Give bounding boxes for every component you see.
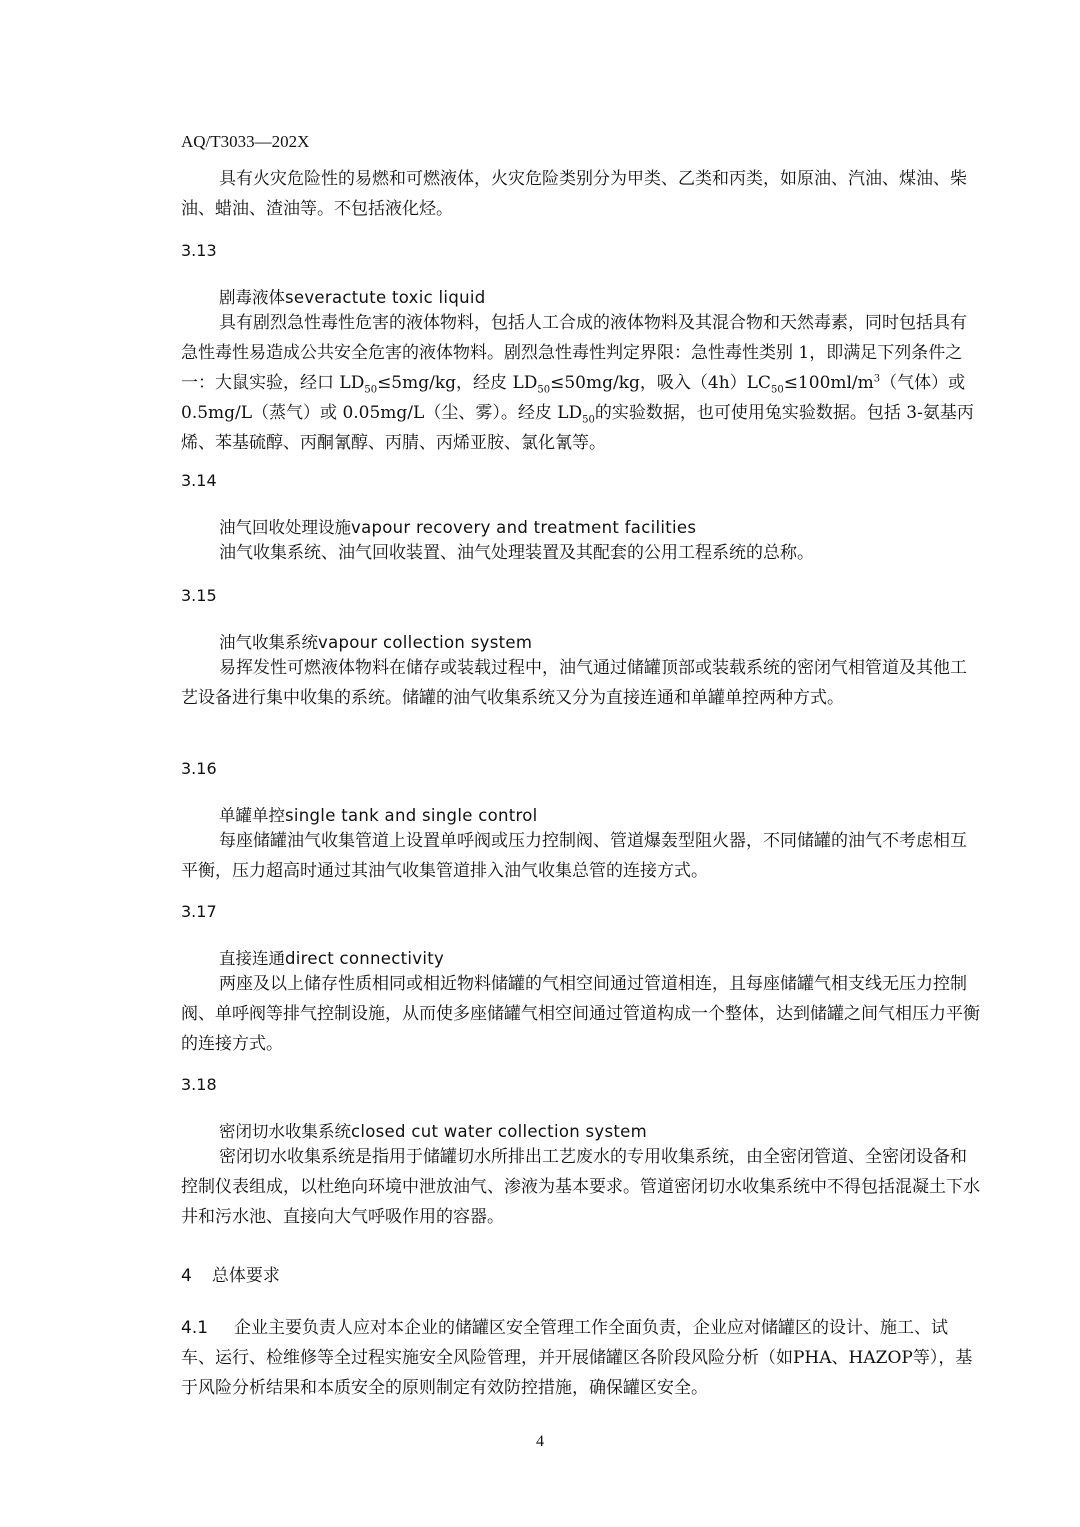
term-cn: 剧毒液体 xyxy=(219,288,285,307)
clause-4-1 xyxy=(181,1313,981,1403)
term-cn: 油气收集系统 xyxy=(219,633,318,652)
definition-3-16: 每座储罐油气收集管道上设置单呼阀或压力控制阀、管道爆轰型阻火器，不同储罐的油气不考虑相互平衡，压力超高时通过其油气收集管道排入油气收集总管的连接方式。 xyxy=(181,831,967,881)
clause-number-3-15: 3.15 xyxy=(181,586,217,605)
subscript: 50 xyxy=(770,384,784,396)
clause-number-4-1: 4.1 xyxy=(181,1318,209,1338)
term-en: vapour recovery and treatment facilities xyxy=(351,518,697,537)
subscript: 50 xyxy=(364,384,378,396)
term-3-16 xyxy=(219,802,538,826)
page-number: 4 xyxy=(536,1433,544,1450)
standard-code-header: AQ/T3033—202X xyxy=(181,132,310,151)
term-en: vapour collection system xyxy=(318,633,533,652)
clause-number-3-16: 3.16 xyxy=(181,759,217,778)
term-cn: 密闭切水收集系统 xyxy=(219,1122,351,1141)
intro-paragraph: 具有火灾危险性的易燃和可燃液体，火灾危险类别分为甲类、乙类和丙类，如原油、汽油、煤油、柴油、蜡油、渣油等。不包括液化烃。 xyxy=(181,169,967,219)
clause-number-3-18: 3.18 xyxy=(181,1075,217,1094)
definition-text: 的实验数据，也可使用兔实验数据。包括 3-氨基丙烯、苯基硫醇、丙酮氰醇、丙腈、丙烯亚胺、氯化氰等。 xyxy=(181,403,974,453)
term-en: closed cut water collection system xyxy=(351,1122,647,1141)
term-3-18 xyxy=(219,1118,647,1142)
definition-text: ≤100ml/m xyxy=(783,373,874,393)
section-heading-4 xyxy=(181,1261,280,1286)
definition-text: 具有剧烈急性毒性危害的液体物料，包括人工合成的液体物料及其混合物和天然毒素，同时包括具有急性毒性易造成公共安全危害的液体物料。剧烈急性毒性判定界限：急性毒性类别 1，即满足下列条件之一：大鼠实验，经口 LD xyxy=(181,313,967,393)
superscript: 3 xyxy=(873,373,881,385)
term-cn: 直接连通 xyxy=(219,949,285,968)
term-en: single tank and single control xyxy=(285,806,538,825)
subscript: 50 xyxy=(582,414,595,426)
clause-number-3-13: 3.13 xyxy=(181,241,217,260)
definition-3-13 xyxy=(181,308,981,458)
definition-text: ≤50mg/kg，吸入（4h）LC xyxy=(550,373,771,393)
term-3-15 xyxy=(219,629,532,653)
definition-3-18: 密闭切水收集系统是指用于储罐切水所排出工艺废水的专用收集系统，由全密闭管道、全密闭设备和控制仪表组成，以杜绝向环境中泄放油气、渗液为基本要求。管道密闭切水收集系统中不得包括混凝土下水井和污水池、直接向大气呼吸作用的容器。 xyxy=(181,1147,980,1227)
term-3-14 xyxy=(219,514,696,538)
definition-text: ≤5mg/kg，经皮 LD xyxy=(377,373,538,393)
definition-3-17: 两座及以上储存性质相同或相近物料储罐的气相空间通过管道相连，且每座储罐气相支线无压力控制阀、单呼阀等排气控制设施，从而使多座储罐气相空间通过管道构成一个整体，达到储罐之间气相压力平衡的连接方式。 xyxy=(181,974,980,1054)
definition-3-15: 易挥发性可燃液体物料在储存或装载过程中，油气通过储罐顶部或装载系统的密闭气相管道及其他工艺设备进行集中收集的系统。储罐的油气收集系统又分为直接连通和单罐单控两种方式。 xyxy=(181,658,967,708)
definition-3-14: 油气收集系统、油气回收装置、油气处理装置及其配套的公用工程系统的总称。 xyxy=(219,543,814,563)
section-number: 4 xyxy=(181,1266,192,1286)
clause-number-3-14: 3.14 xyxy=(181,471,217,490)
term-cn: 单罐单控 xyxy=(219,806,285,825)
term-3-17 xyxy=(219,945,444,969)
term-en: direct connectivity xyxy=(285,949,445,968)
term-en: severactute toxic liquid xyxy=(285,288,486,307)
term-3-13 xyxy=(219,284,486,308)
clause-4-1-text: 企业主要负责人应对本企业的储罐区安全管理工作全面负责，企业应对储罐区的设计、施工、试车、运行、检维修等全过程实施安全风险管理，并开展储罐区各阶段风险分析（如PHA、HAZOP等），基于风险分析结果和本质安全的原则制定有效防控措施，确保罐区安全。 xyxy=(181,1318,973,1398)
definition-text: （气体）或 0.5mg/L（蒸气）或 0.05mg/L（尘、雾）。经皮 LD xyxy=(181,373,966,423)
section-title: 总体要求 xyxy=(211,1266,280,1286)
clause-number-3-17: 3.17 xyxy=(181,902,217,921)
term-cn: 油气回收处理设施 xyxy=(219,518,351,537)
subscript: 50 xyxy=(537,384,551,396)
